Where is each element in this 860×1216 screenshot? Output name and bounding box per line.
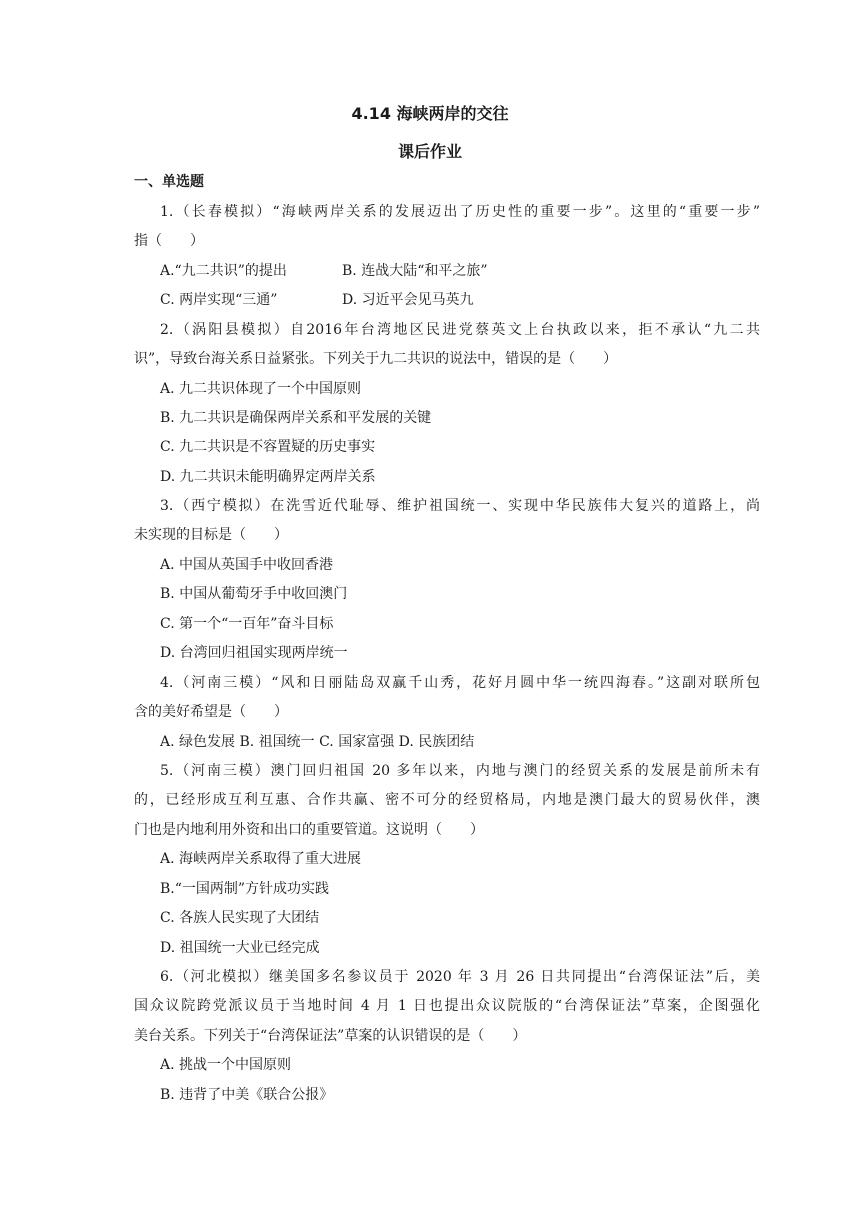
question-5-option-c: C. 各族人民实现了大团结 (160, 910, 320, 926)
question-6-line-3: 美台关系。下列关于“台湾保证法”草案的认识错误的是（ ） (134, 1028, 527, 1044)
question-4-line-1: 4.（河南三模）“风和日丽陆岛双赢千山秀，花好月圆中华一统四海春。”这副对联所包 (160, 675, 760, 691)
question-2-option-b: B. 九二共识是确保两岸关系和平发展的关键 (160, 410, 432, 426)
question-6-line-2: 国众议院跨党派议员于当地时间 4 月 1 日也提出众议院版的“台湾保证法”草案，企图强化 (134, 998, 760, 1014)
question-2-line-1: 2.（涡阳县模拟）自2016年台湾地区民进党蔡英文上台执政以来，拒不承认“九二共 (160, 322, 760, 338)
question-3-option-d: D. 台湾回归祖国实现两岸统一 (160, 645, 348, 661)
question-1-option-d: D. 习近平会见马英九 (342, 292, 474, 308)
question-1-option-c: C. 两岸实现“三通” (160, 292, 278, 308)
question-3-line-2: 未实现的目标是（ ） (134, 527, 288, 543)
question-2-option-d: D. 九二共识未能明确界定两岸关系 (160, 469, 376, 485)
question-6-option-a: A. 挑战一个中国原则 (160, 1057, 292, 1073)
question-1-option-a: A.“九二共识”的提出 (160, 263, 287, 279)
question-2-option-a: A. 九二共识体现了一个中国原则 (160, 381, 362, 397)
document-subtitle: 课后作业 (397, 142, 462, 161)
section-heading: 一、单选题 (134, 174, 204, 190)
question-5-line-1: 5.（河南三模）澳门回归祖国 20 多年以来，内地与澳门的经贸关系的发展是前所未有 (160, 763, 760, 779)
question-2-option-c: C. 九二共识是不容置疑的历史事实 (160, 439, 376, 455)
question-6-line-1: 6.（河北模拟）继美国多名参议员于 2020 年 3 月 26 日共同提出“台湾保证法”后，美 (160, 969, 760, 985)
question-1-option-b: B. 连战大陆“和平之旅” (342, 263, 488, 279)
question-2-line-2: 识”，导致台海关系日益紧张。下列关于九二共识的说法中，错误的是（ ） (134, 351, 618, 367)
question-5-option-b: B.“一国两制”方针成功实践 (160, 881, 330, 897)
question-1-line-2: 指（ ） (134, 233, 204, 249)
document-title: 4.14 海峡两岸的交往 (351, 104, 509, 123)
question-3-option-a: A. 中国从英国手中收回香港 (160, 557, 334, 573)
question-5-line-2: 的，已经形成互利互惠、合作共赢、密不可分的经贸格局，内地是澳门最大的贸易伙伴，澳 (134, 792, 760, 808)
question-3-option-c: C. 第一个“一百年”奋斗目标 (160, 616, 334, 632)
question-3-line-1: 3.（西宁模拟）在洗雪近代耻辱、维护祖国统一、实现中华民族伟大复兴的道路上，尚 (160, 498, 760, 514)
question-4-options: A. 绿色发展 B. 祖国统一 C. 国家富强 D. 民族团结 (160, 734, 475, 750)
question-5-option-d: D. 祖国统一大业已经完成 (160, 940, 320, 956)
question-5-option-a: A. 海峡两岸关系取得了重大进展 (160, 851, 362, 867)
question-6-option-b: B. 违背了中美《联合公报》 (160, 1087, 334, 1103)
question-5-line-3: 门也是内地利用外资和出口的重要管道。这说明（ ） (134, 822, 484, 838)
question-4-line-2: 含的美好希望是（ ） (134, 704, 288, 720)
question-3-option-b: B. 中国从葡萄牙手中收回澳门 (160, 586, 348, 602)
question-1-line-1: 1.（长春模拟）“海峡两岸关系的发展迈出了历史性的重要一步”。这里的“重要一步” (160, 204, 760, 220)
